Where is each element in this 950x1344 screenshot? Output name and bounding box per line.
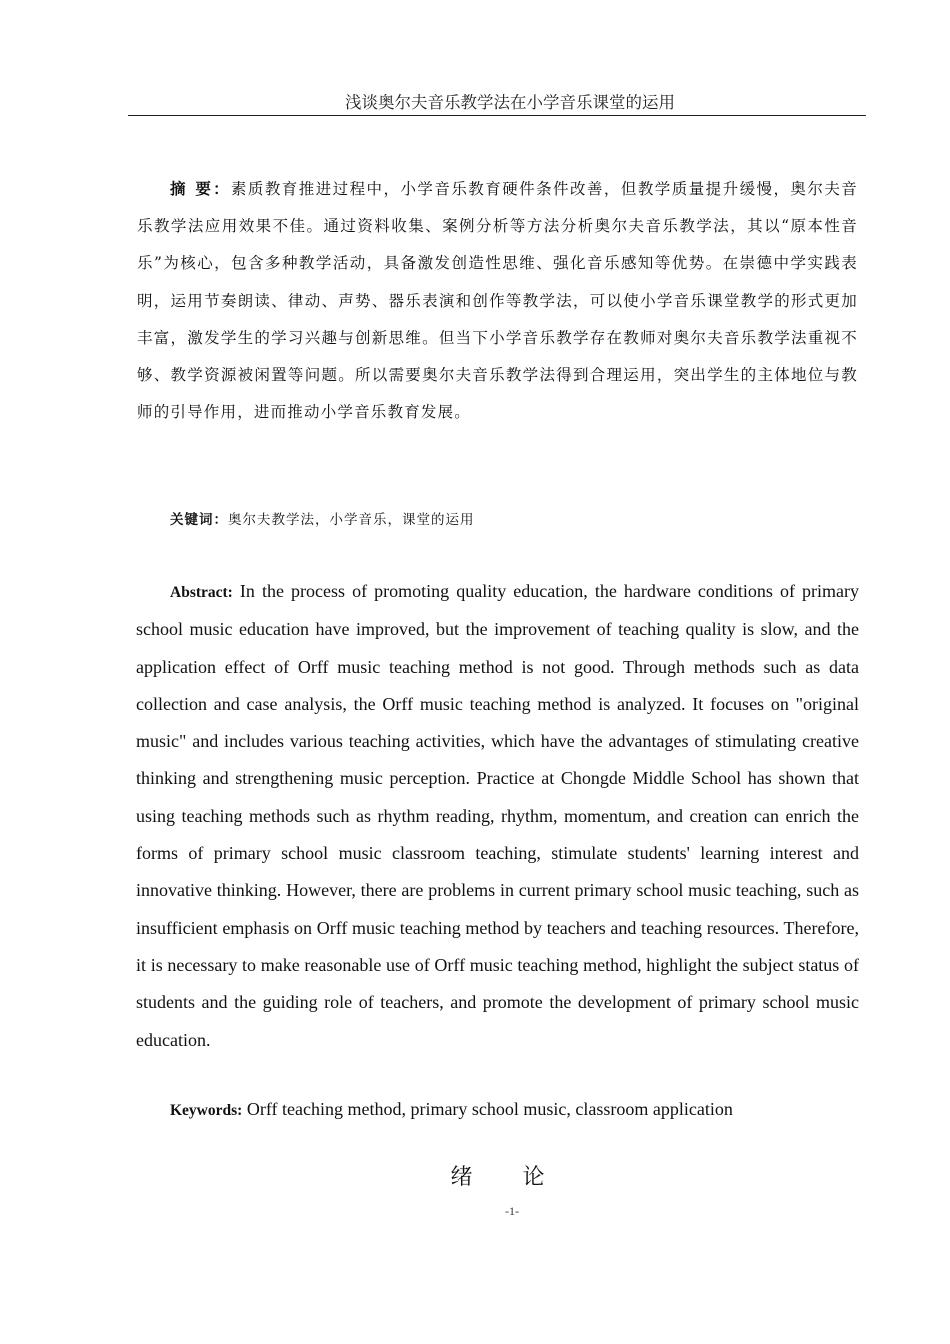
english-keywords-text: Orff teaching method, primary school music, classroom application: [246, 1099, 733, 1119]
english-keywords-label: Keywords:: [170, 1102, 243, 1119]
english-abstract-text: In the process of promoting quality education, the hardware conditions of primary school music education have improved, but the improvement of teaching quality is slow, and the application effect of Orff music teaching method is not good. Through methods such as data collection and case analysis, the Orff music teaching method is analyzed. It focuses on "original music" and includes various teaching activities, which have the advantages of stimulating creative thinking and strengthening music perception. Practice at Chongde Middle School has shown that using teaching methods such as rhythm reading, rhythm, momentum, and creation can enrich the forms of primary school music classroom teaching, stimulate students' learning interest and innovative thinking. However, there are problems in current primary school music teaching, such as insufficient emphasis on Orff music teaching method by teachers and teaching resources. Therefore, it is necessary to make reasonable use of Orff music teaching method, highlight the subject status of students and the guiding role of teachers, and promote the development of primary school music education.: [136, 581, 860, 1050]
running-header: [128, 92, 866, 116]
chinese-abstract: [137, 170, 858, 431]
chinese-keywords: [170, 508, 858, 532]
chinese-keywords-label: 关键词：: [170, 512, 228, 528]
section-heading: 绪论: [450, 1165, 595, 1190]
running-title: 浅谈奥尔夫音乐教学法在小学音乐课堂的运用: [345, 93, 675, 112]
english-abstract: [136, 573, 859, 1059]
english-keywords: [170, 1096, 858, 1124]
chinese-abstract-text: 素质教育推进过程中，小学音乐教育硬件条件改善，但教学质量提升缓慢，奥尔夫音乐教学法应用效果不佳。通过资料收集、案例分析等方法分析奥尔夫音乐教学法，其以“原本性音乐”为核心，包含多种教学活动，具备激发创造性思维、强化音乐感知等优势。在崇德中学实践表明，运用节奏朗读、律动、声势、器乐表演和创作等教学法，可以使小学音乐课堂教学的形式更加丰富，激发学生的学习兴趣与创新思维。但当下小学音乐教学存在教师对奥尔夫音乐教学法重视不够、教学资源被闲置等问题。所以需要奥尔夫音乐教学法得到合理运用，突出学生的主体地位与教师的引导作用，进而推动小学音乐教育发展。: [137, 180, 858, 422]
chinese-keywords-text: 奥尔夫教学法，小学音乐，课堂的运用: [228, 512, 475, 528]
page-number: -1-: [505, 1204, 519, 1218]
chinese-abstract-label: 摘 要：: [170, 179, 231, 198]
english-abstract-label: Abstract:: [170, 584, 233, 601]
